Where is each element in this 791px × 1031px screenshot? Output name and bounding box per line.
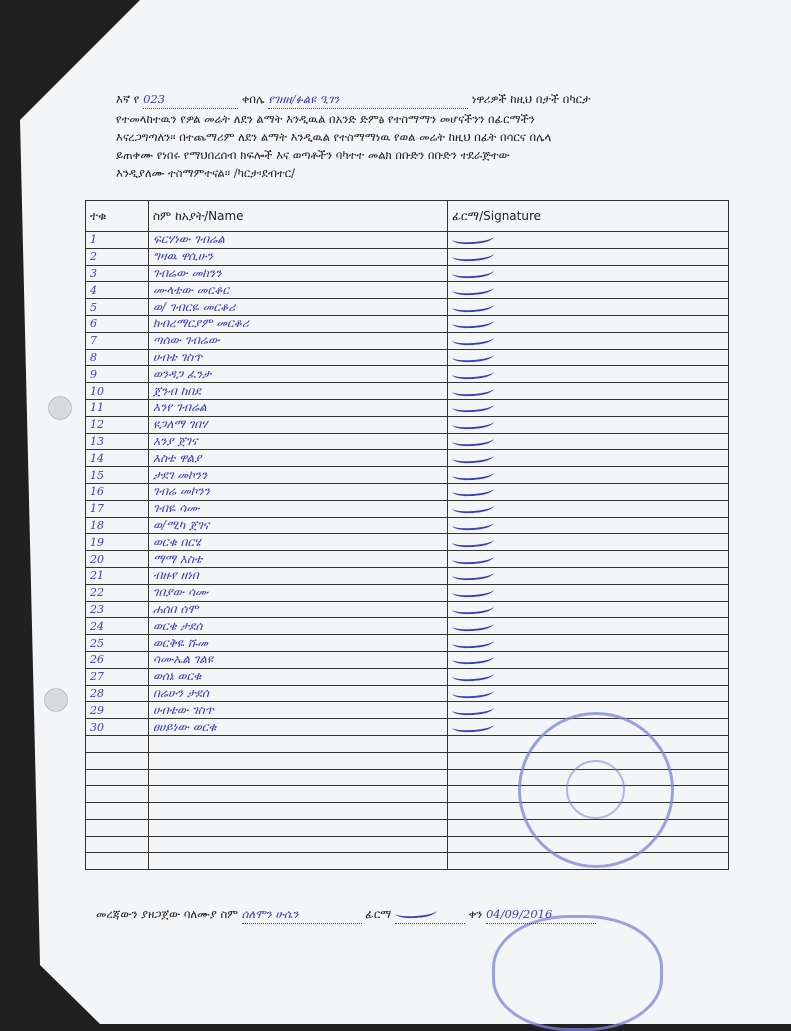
signature-scribble [452,315,495,330]
row-number: 26 [86,651,149,668]
table-row [86,517,729,534]
row-name [149,819,448,836]
row-name: እስቴ ዋልያ [149,450,448,467]
row-name: ፀሀይነው ወርቁ [149,719,448,736]
row-signature [448,332,729,349]
header-line-4: ይጠቀሙ የነበሩ የማህበረሰብ ክፍሎች እና ወጣቶችን ባካተተ መልክ በቡድን በቡድን ተደራጅተው [116,148,510,162]
row-number: 18 [86,517,149,534]
row-signature [448,265,729,282]
row-signature [448,467,729,484]
row-name: በሬሁን ታደሰ [149,685,448,702]
row-signature [448,517,729,534]
punch-hole [48,396,72,420]
table-row [86,299,729,316]
row-name: ወ/ሚካ ጀገና [149,517,448,534]
row-number [86,769,149,786]
row-name: እንያ ጀገና [149,433,448,450]
table-row [86,248,729,265]
header-line-1 [116,90,726,109]
row-number: 16 [86,483,149,500]
row-number: 5 [86,299,149,316]
kebele-name: የገዘዘ/ፉልዩ ዒገን [268,90,468,109]
row-name: ሐሰበ ሰሞ [149,601,448,618]
table-row [86,332,729,349]
signature-scribble [452,466,495,481]
row-name: ሀብቴው ገስጥ [149,702,448,719]
table-row [86,635,729,652]
column-header-number: ተቁ [86,201,149,232]
row-signature [448,651,729,668]
row-number: 9 [86,366,149,383]
table-row [86,450,729,467]
row-name [149,769,448,786]
table-row [86,433,729,450]
footer [96,905,736,924]
row-signature [448,685,729,702]
row-name: ወርቄ ታደሰ [149,618,448,635]
row-number [86,819,149,836]
row-signature [448,416,729,433]
row-number [86,752,149,769]
row-name: ጀንብ ከበደ [149,383,448,400]
row-number [86,803,149,820]
row-number: 8 [86,349,149,366]
row-name: ወርቅዬ ሹመ [149,635,448,652]
date-label: ቀን [468,907,483,921]
row-number: 13 [86,433,149,450]
table-row [86,534,729,551]
table-row [86,702,729,719]
row-name: ገበያው ሳሙ [149,584,448,601]
row-name: ገብዬ ሳሙ [149,500,448,517]
table-row [86,551,729,568]
table-row [86,315,729,332]
signature-scribble [452,634,495,649]
row-signature [448,635,729,652]
signature-scribble [452,684,495,699]
row-name: ወርቁ በርሄ [149,534,448,551]
row-signature [448,399,729,416]
signature-scribble [452,265,495,280]
signature-scribble [452,231,495,246]
row-signature [448,349,729,366]
row-name: ገብሬ መኮንን [149,483,448,500]
row-name: ግዛዉ ዋሲሁን [149,248,448,265]
row-signature [448,282,729,299]
row-name [149,836,448,853]
preparer-name: ሰለሞን ሁሴን [242,905,362,924]
header-line-5: እንዲያለሙ ተስማምተናል፡፡ /ካርታ፡ደብተር/ [116,166,296,180]
row-name: ወ/ ገብርዬ መርቆሪ [149,299,448,316]
row-signature [448,618,729,635]
header-line-3: እናረጋግጣለን፡፡ በተጨማሪም ለደን ልማት እንዲዉል የተስማማነዉ የወል መሬት ከዚህ በፊት በሳርና በሌላ [116,130,552,144]
row-name [149,853,448,870]
table-row [86,601,729,618]
row-name: ወሰኔ ወርቁ [149,668,448,685]
row-signature [448,299,729,316]
row-number [86,735,149,752]
signature-scribble [452,584,495,599]
row-signature [448,601,729,618]
column-header-name: ስም ከአያት/Name [149,201,448,232]
signature-scribble [452,298,495,313]
row-number: 10 [86,383,149,400]
row-name [149,803,448,820]
row-number: 29 [86,702,149,719]
table-row [86,416,729,433]
punch-hole [44,688,68,712]
row-number: 20 [86,551,149,568]
row-signature [448,315,729,332]
row-number: 23 [86,601,149,618]
row-name: ማማ እስቴ [149,551,448,568]
column-header-signature: ፊርማ/Signature [448,201,729,232]
row-signature [448,366,729,383]
signature-scribble [452,500,495,515]
row-name: ብዙየ ዘነበ [149,567,448,584]
row-signature [448,383,729,400]
signature-scribble [452,281,495,296]
row-number: 28 [86,685,149,702]
date-value: 04/09/2016 [486,905,596,924]
row-name: ጣሰው ገብሬው [149,332,448,349]
row-number: 19 [86,534,149,551]
preparer-label: መረጃውን ያዘጋጀው ባለሙያ ስም [96,907,238,921]
row-signature [448,433,729,450]
signature-scribble [452,332,495,347]
row-number: 21 [86,567,149,584]
signature-scribble [452,567,495,582]
row-signature [448,551,729,568]
signature-scribble [452,701,495,716]
row-number: 27 [86,668,149,685]
signature-scribble [452,433,495,448]
table-row [86,668,729,685]
row-signature [448,483,729,500]
signature-scribble [452,718,495,733]
signature-scribble [452,651,495,666]
row-name: ገብሬው መከንን [149,265,448,282]
signature-scribble [452,617,495,632]
table-row [86,265,729,282]
row-number: 2 [86,248,149,265]
table-row [86,584,729,601]
table-row [86,383,729,400]
row-name [149,735,448,752]
header-text: ነዋሪዎች ከዚህ በታች በካርታ [471,92,591,106]
row-name: ሀብቴ ገስጥ [149,349,448,366]
row-signature [448,567,729,584]
signature-scribble [452,483,495,498]
table-row [86,685,729,702]
row-name: ታደገ መኮንን [149,467,448,484]
signature-label: ፊርማ [365,907,392,921]
row-name [149,752,448,769]
row-signature [448,248,729,265]
signature-scribble [452,449,495,464]
row-name: እንየ ገብሬል [149,399,448,416]
table-row [86,366,729,383]
signature-scribble [452,516,495,531]
row-number: 4 [86,282,149,299]
table-row [86,651,729,668]
row-number: 22 [86,584,149,601]
table-header-row [86,201,729,232]
stamp-emblem [566,760,625,819]
table-row [86,467,729,484]
row-signature [448,668,729,685]
row-name: ሙላቴው መርቆር [149,282,448,299]
row-number: 17 [86,500,149,517]
signature-scribble [452,550,495,565]
table-row [86,232,729,249]
row-number: 25 [86,635,149,652]
kebele-number: 023 [143,90,238,109]
row-name: ሳሙኤል ገልዩ [149,651,448,668]
table-row [86,282,729,299]
row-name: ክብረማርያም መርቆሪ [149,315,448,332]
signature-scribble [452,365,495,380]
seal-stamp [492,915,663,1031]
row-number: 6 [86,315,149,332]
signature-scribble [452,533,495,548]
table-row [86,618,729,635]
row-number: 24 [86,618,149,635]
row-number: 3 [86,265,149,282]
signature-scribble [452,399,495,414]
table-row [86,399,729,416]
row-signature [448,534,729,551]
signature-scribble [452,248,495,263]
row-number: 1 [86,232,149,249]
header-text: እኛ የ [116,92,140,106]
row-number [86,786,149,803]
preparer-signature [395,905,465,924]
row-signature [448,450,729,467]
header-text: ቀበሌ [241,92,265,106]
signature-scribble [452,349,495,364]
row-name: ዩጋለማ ገበሃ [149,416,448,433]
official-stamp [518,712,674,868]
row-number: 30 [86,719,149,736]
row-number [86,853,149,870]
row-number: 14 [86,450,149,467]
row-name: ወንዳጋ ፈንታ [149,366,448,383]
row-number: 11 [86,399,149,416]
signature-scribble [452,382,495,397]
signature-scribble [452,668,495,683]
signature-scribble [452,416,495,431]
row-number: 7 [86,332,149,349]
row-number [86,836,149,853]
row-number: 12 [86,416,149,433]
row-name: ፍርሃነው ገብሬል [149,232,448,249]
table-row [86,349,729,366]
table-row [86,500,729,517]
table-row [86,567,729,584]
row-signature [448,584,729,601]
header-line-2: የተመላከተዉን የዎል መሬት ለደን ልማት እንዲዉል በአንድ ድምፅ የተስማማን መሆናችንን በፊርማችን [116,112,535,126]
signature-scribble [452,600,495,615]
row-number: 15 [86,467,149,484]
row-signature [448,500,729,517]
row-signature [448,232,729,249]
row-name [149,786,448,803]
table-row [86,483,729,500]
